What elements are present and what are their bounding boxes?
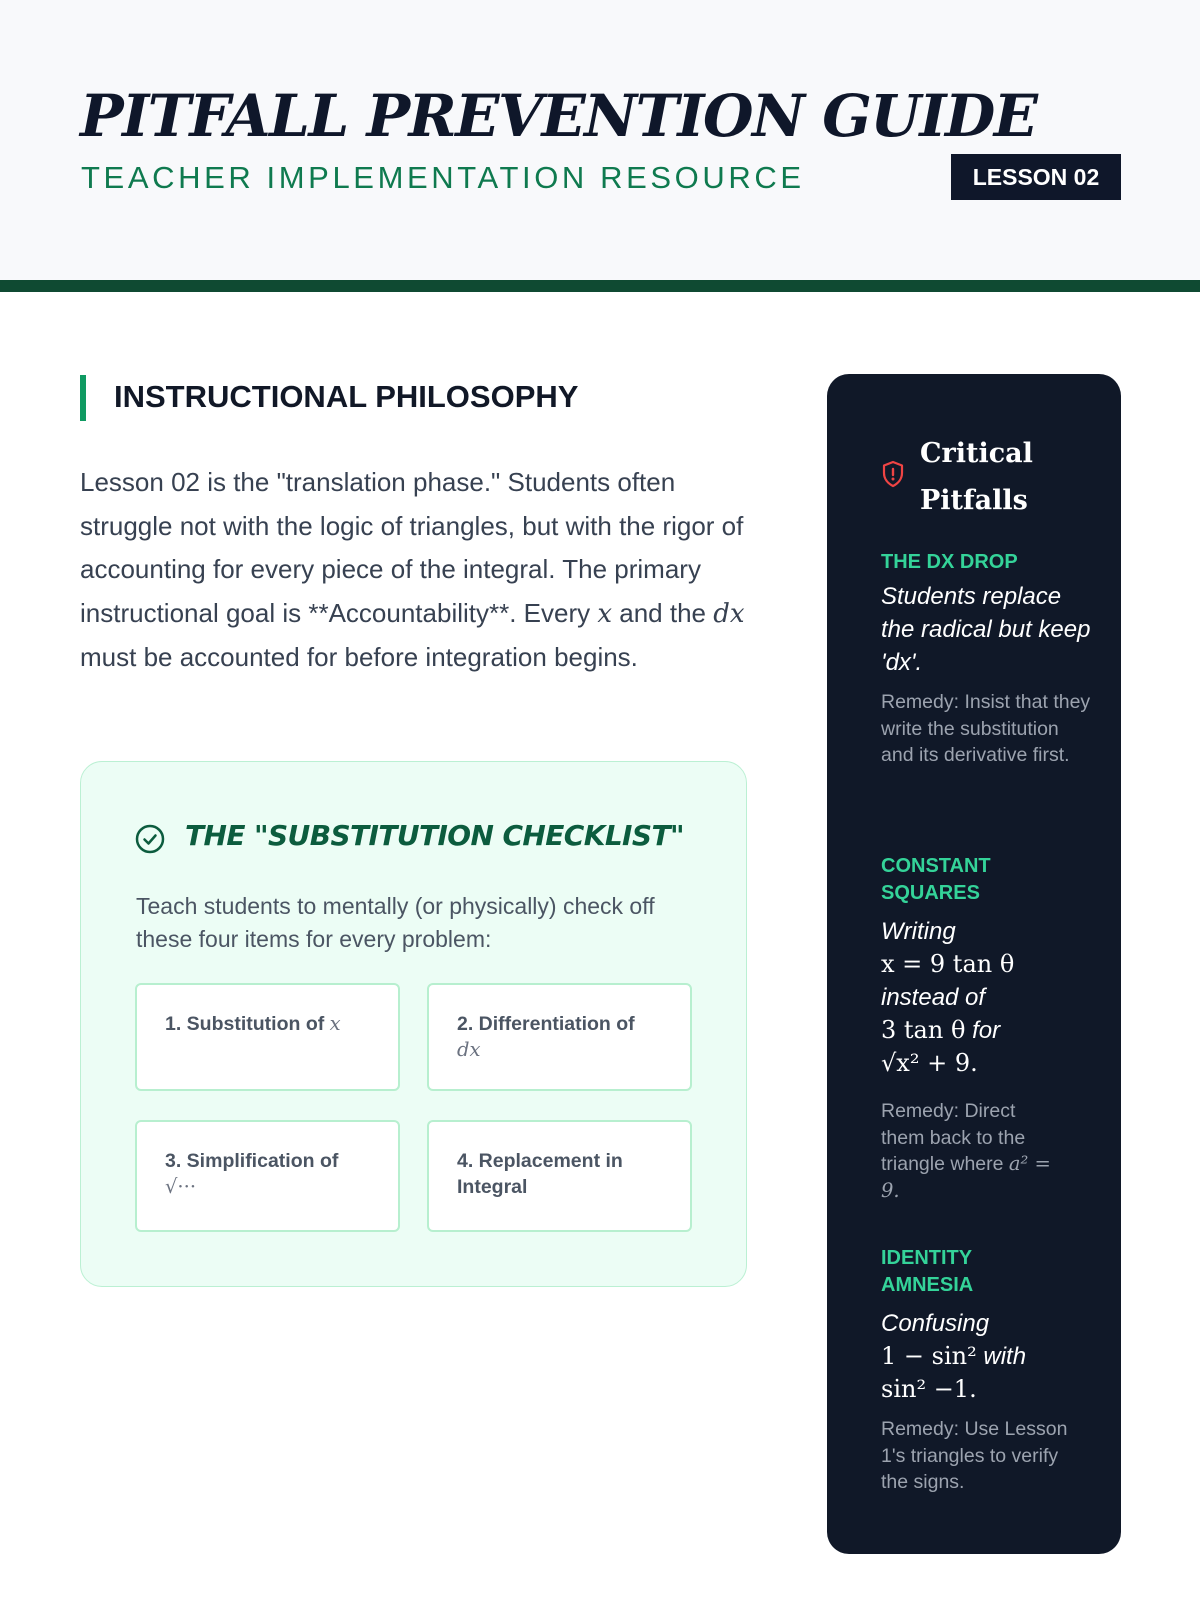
check-circle-icon xyxy=(135,824,165,854)
checklist-item-math: √··· xyxy=(165,1175,197,1198)
pitfall-description xyxy=(881,1307,1091,1406)
checklist-item-math: x xyxy=(329,1012,341,1035)
checklist-item-substitution xyxy=(135,983,400,1091)
pitfall-heading: IDENTITY AMNESIA xyxy=(881,1247,974,1296)
critical-pitfalls-sidebar xyxy=(827,374,1121,1554)
page-header xyxy=(0,0,1200,280)
sidebar-title-line1: Critical xyxy=(920,438,1033,469)
header-divider xyxy=(0,280,1200,292)
checklist-item-label: 4. Replacement in Integral xyxy=(457,1150,623,1198)
checklist-item-math: dx xyxy=(457,1038,481,1061)
checklist-item-label: 1. Substitution of xyxy=(165,1013,330,1035)
pitfall-description-text: instead of xyxy=(881,984,986,1011)
pitfall-description-math: x = 9 tan θ xyxy=(881,950,1015,978)
pitfall-description-math: 3 tan θ xyxy=(881,1016,966,1044)
sidebar-title xyxy=(920,430,1033,524)
sidebar-title-line2: Pitfalls xyxy=(920,485,1028,516)
pitfall-remedy: Remedy: Insist that they write the substitution and its derivative first. xyxy=(881,691,1091,766)
math-variable-dx: dx xyxy=(713,598,745,629)
shield-alert-icon xyxy=(881,460,905,488)
pitfall-description-math: 1 − sin² xyxy=(881,1342,977,1370)
pitfall-heading: CONSTANT SQUARES xyxy=(881,855,991,904)
pitfall-description: Students replace the radical but keep 'dx'. xyxy=(881,583,1091,676)
philosophy-text-part1: Lesson 02 is the "translation phase." Students often struggle not with the logic of triangles, but with the rigor of accounting for every piece of the integral. The primary instructional goal is **Accountability**. Every xyxy=(80,467,744,628)
lesson-badge: LESSON 02 xyxy=(951,154,1121,200)
page-subtitle: TEACHER IMPLEMENTATION RESOURCE xyxy=(81,160,805,195)
pitfall-remedy xyxy=(881,1098,1051,1204)
philosophy-heading: INSTRUCTIONAL PHILOSOPHY xyxy=(114,379,579,414)
math-variable-x: x xyxy=(597,598,613,629)
pitfall-description-math: √x² + 9. xyxy=(881,1049,978,1077)
philosophy-text-part2: and the xyxy=(612,597,714,628)
pitfall-remedy-math: a² = 9. xyxy=(881,1152,1051,1202)
pitfall-description xyxy=(881,915,1091,1080)
pitfall-remedy-text: Remedy: Direct them back to the triangle where xyxy=(881,1100,1026,1175)
checklist-item-replacement xyxy=(427,1120,692,1232)
philosophy-text-part3: must be accounted for before integration begins. xyxy=(80,642,638,672)
page-title: PITFALL PREVENTION GUIDE xyxy=(80,82,1037,150)
checklist-intro: Teach students to mentally (or physically) check off these four items for every problem: xyxy=(136,893,655,952)
section-accent-bar xyxy=(80,375,86,421)
substitution-checklist-card xyxy=(80,761,747,1287)
pitfall-description-text: Writing xyxy=(881,918,956,945)
pitfall-description-text: with xyxy=(983,1343,1027,1370)
checklist-item-simplification xyxy=(135,1120,400,1232)
pitfall-description-text: for xyxy=(972,1017,1001,1044)
pitfall-description-text: Confusing xyxy=(881,1310,990,1337)
pitfall-heading: THE DX DROP xyxy=(881,551,1018,573)
philosophy-paragraph xyxy=(80,461,760,680)
checklist-item-label: 3. Simplification of xyxy=(165,1150,339,1172)
checklist-item-label: 2. Differentiation of xyxy=(457,1013,635,1035)
checklist-title: THE "SUBSTITUTION CHECKLIST" xyxy=(185,819,684,852)
checklist-item-differentiation xyxy=(427,983,692,1091)
pitfall-remedy: Remedy: Use Lesson 1's triangles to verify the signs. xyxy=(881,1418,1068,1493)
pitfall-description-math: sin² −1. xyxy=(881,1375,977,1403)
